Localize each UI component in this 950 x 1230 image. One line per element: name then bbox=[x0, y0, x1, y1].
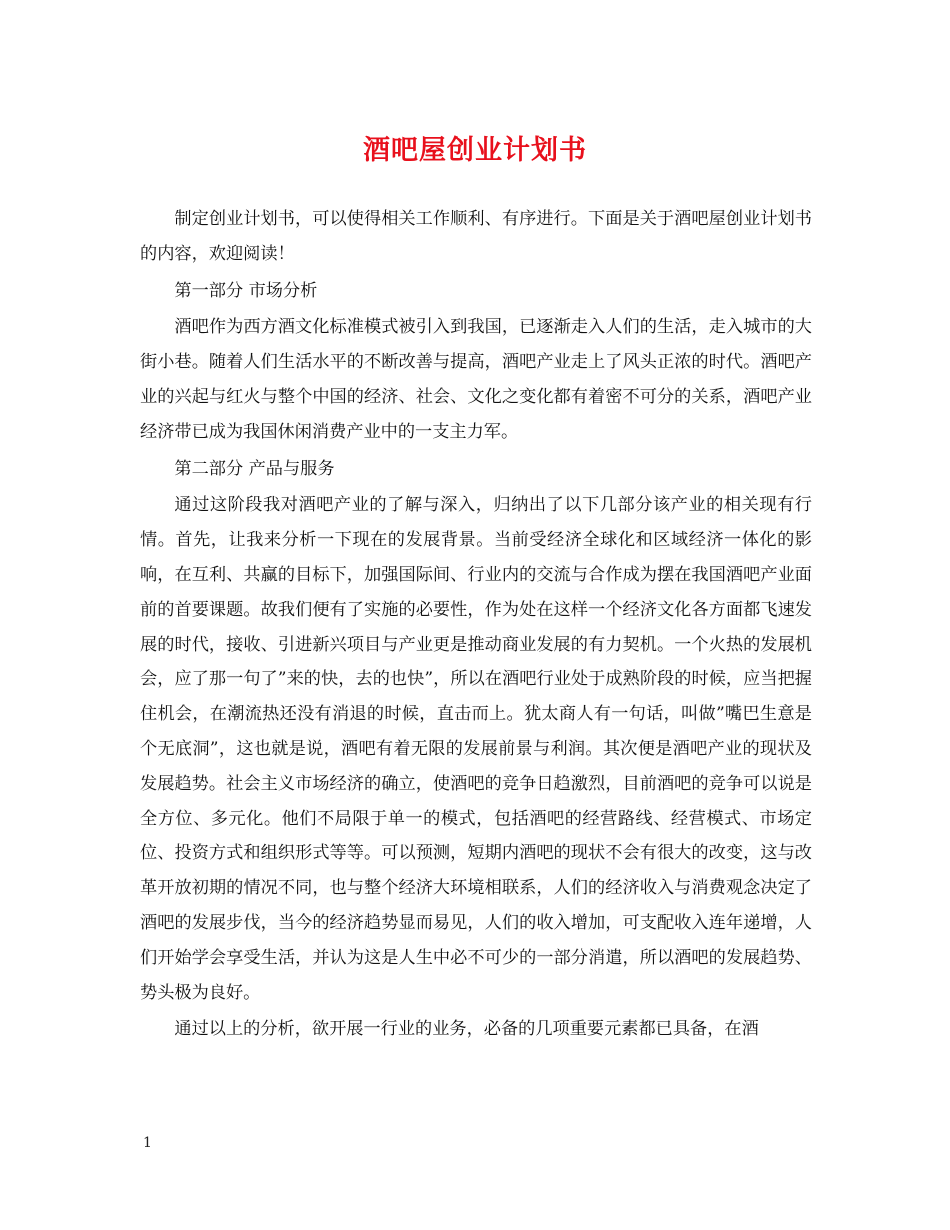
document-body bbox=[140, 202, 812, 1049]
paragraph-market-analysis: 酒吧作为西方酒文化标准模式被引入到我国，已逐渐走入人们的生活，走入城市的大街小巷。随着人们生活水平的不断改善与提高，酒吧产业走上了风头正浓的时代。酒吧产业的兴起与红火与整个中国的经济、社会、文化之变化都有着密不可分的关系，酒吧产业经济带已成为我国休闲消费产业中的一支主力军。 bbox=[140, 317, 812, 442]
paragraph-conclusion-start: 通过以上的分析，欲开展一行业的业务，必备的几项重要元素都已具备，在酒 bbox=[174, 1019, 759, 1040]
paragraph-products-services: 通过这阶段我对酒吧产业的了解与深入，归纳出了以下几部分该产业的相关现有行情。首先，让我来分析一下现在的发展背景。当前受经济全球化和区域经济一体化的影响，在互利、共赢的目标下，加强国际间、行业内的交流与合作成为摆在我国酒吧产业面前的首要课题。故我们便有了实施的必要性，作为处在这样一个经济文化各方面都飞速发展的时代，接收、引进新兴项目与产业更是推动商业发展的有力契机。一个火热的发展机会，应了那一句了”来的快，去的也快”，所以在酒吧行业处于成熟阶段的时候，应当把握住机会，在潮流热还没有消退的时候，直击而上。犹太商人有一句话，叫做”嘴巴生意是个无底洞”，这也就是说，酒吧有着无限的发展前景与利润。其次便是酒吧产业的现状及发展趋势。社会主义市场经济的确立，使酒吧的竞争日趋激烈，目前酒吧的竞争可以说是全方位、多元化。他们不局限于单一的模式，包括酒吧的经营路线、经营模式、市场定位、投资方式和组织形式等等。可以预测，短期内酒吧的现状不会有很大的改变，这与改革开放初期的情况不同，也与整个经济大环境相联系，人们的经济收入与消费观念决定了酒吧的发展步伐，当今的经济趋势显而易见，人们的收入增加，可支配收入连年递增，人们开始学会享受生活，并认为这是人生中必不可少的一部分消遣，所以酒吧的发展趋势、势头极为良好。 bbox=[140, 495, 812, 1003]
document-title: 酒吧屋创业计划书 bbox=[363, 135, 587, 166]
paragraph-intro: 制定创业计划书，可以使得相关工作顺利、有序进行。下面是关于酒吧屋创业计划书的内容，欢迎阅读！ bbox=[140, 209, 812, 264]
section-heading-market-analysis: 第一部分 市场分析 bbox=[174, 280, 318, 301]
section-heading-products-services: 第二部分 产品与服务 bbox=[174, 458, 335, 479]
page-number: 1 bbox=[143, 1135, 152, 1151]
